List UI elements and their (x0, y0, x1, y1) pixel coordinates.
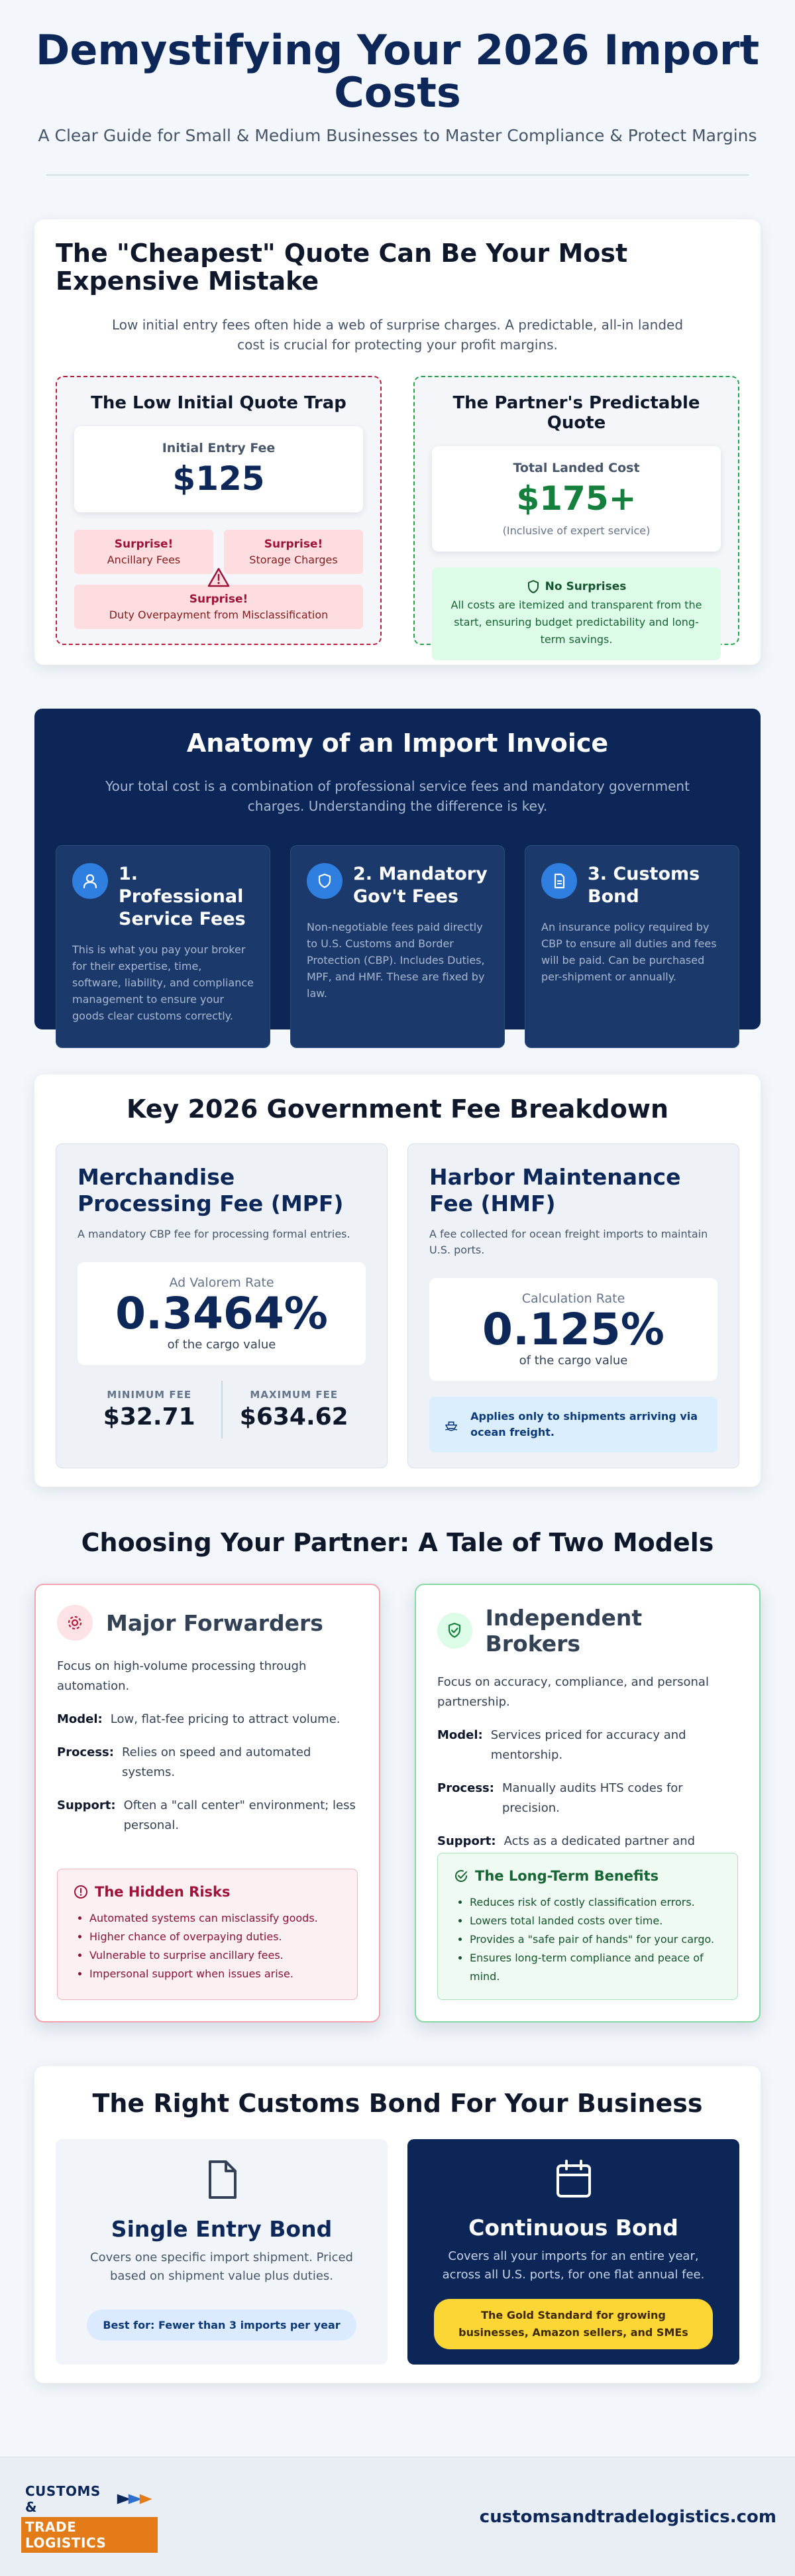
card-focus: Focus on high-volume processing through automation. (57, 1659, 307, 1693)
landed-cost-box (432, 446, 721, 552)
hidden-risks-list (74, 1909, 341, 1983)
long-term-benefits-box (437, 1853, 738, 2000)
low-quote-trap-panel (56, 376, 382, 645)
hmf-card (407, 1143, 739, 1468)
government-fee-section (34, 1075, 761, 1487)
logo-top-label: CUSTOMS & (25, 2483, 101, 2515)
mpf-title: Merchandise Processing Fee (MPF) (78, 1164, 344, 1216)
bond-title: Single Entry Bond (111, 2216, 333, 2242)
long-term-benefits-list (454, 1893, 721, 1986)
mpf-min-max (78, 1381, 366, 1438)
process-row (57, 1743, 358, 1783)
page-footer (0, 2457, 795, 2576)
row-key: Process: (57, 1745, 114, 1759)
low-quote-heading: The Low Initial Quote Trap (91, 393, 346, 413)
no-surprises-title (447, 579, 706, 594)
hmf-rate-box (429, 1278, 717, 1381)
ocean-freight-note (429, 1397, 717, 1452)
card-text: An insurance policy required by CBP to ensure all duties and fees will be paid. Can be purchased per-shipment or annually. (541, 921, 717, 983)
surprise-title: Surprise! (264, 538, 323, 551)
partner-models-section (34, 1528, 761, 2022)
rate-label: Calculation Rate (521, 1291, 625, 1306)
fee-cards (56, 1143, 739, 1468)
page-header (0, 0, 795, 176)
maximum-fee-label: MAXIMUM FEE (250, 1389, 339, 1401)
mpf-card (56, 1143, 388, 1468)
file-icon (205, 2159, 239, 2200)
shield-check-icon (437, 1613, 472, 1649)
card-title: 1. Professional Service Fees (119, 864, 246, 929)
landed-cost-note: (Inclusive of expert service) (502, 524, 651, 537)
mpf-rate-box (78, 1262, 366, 1365)
rate-note: of the cargo value (519, 1354, 628, 1368)
section-intro: Low initial entry fees often hide a web of surprise charges. A predictable, all-in landed cost is crucial for protecting your profit margins. (111, 317, 684, 353)
no-surprises-label: No Surprises (545, 580, 627, 593)
row-value: Manually audits HTS codes for precision. (502, 1781, 683, 1815)
surprise-duty-overpayment (74, 585, 363, 629)
logo-arrows-icon (115, 2491, 154, 2507)
surprise-storage-charges (224, 530, 363, 574)
invoice-anatomy-section (34, 709, 761, 1029)
card-header (72, 863, 254, 931)
logo-bottom-text: TRADE LOGISTICS (21, 2517, 158, 2553)
section-title: Choosing Your Partner: A Tale of Two Models (81, 1528, 714, 1557)
rate-note: of the cargo value (167, 1338, 276, 1352)
card-header (541, 863, 723, 908)
surprise-ancillary-fees (74, 530, 213, 574)
list-item: • Higher chance of overpaying duties. (89, 1928, 341, 1946)
rate-value: 0.125% (482, 1304, 664, 1355)
card-header (437, 1605, 738, 1657)
professional-fees-card (56, 845, 270, 1048)
list-item: • Lowers total landed costs over time. (470, 1912, 721, 1930)
page-title: Demystifying Your 2026 Import Costs (35, 26, 760, 117)
surprise-title: Surprise! (114, 538, 174, 551)
section-title: The Right Customs Bond For Your Business (92, 2089, 703, 2118)
bond-description: Covers one specific import shipment. Priced based on shipment value plus duties. (90, 2251, 353, 2283)
long-term-benefits-title (454, 1868, 721, 1884)
website-link[interactable]: customsandtradelogistics.com (479, 2506, 776, 2527)
logo-top-text (21, 2481, 158, 2517)
customs-bond-section (34, 2066, 761, 2383)
minimum-fee-value: $32.71 (103, 1403, 195, 1431)
section-intro: Your total cost is a combination of professional service fees and mandatory government charges. Understanding the difference is key. (105, 778, 690, 814)
surprise-text: Duty Overpayment from Misclassification (109, 609, 329, 621)
landed-cost-value: $175+ (516, 479, 637, 518)
hidden-risks-box (57, 1869, 358, 2000)
ship-icon (444, 1416, 458, 1433)
header-divider (46, 174, 749, 176)
card-text: Non-negotiable fees paid directly to U.S. Customs and Border Protection (CBP). Includes Duties, MPF, and HMF. These are fixed by law. (307, 921, 485, 1000)
support-row (57, 1796, 358, 1836)
card-header (307, 863, 488, 908)
list-item: • Automated systems can misclassify goods. (89, 1909, 341, 1928)
model-row (437, 1726, 738, 1765)
partner-quote-panel (413, 376, 739, 645)
shield-icon (527, 579, 540, 594)
section-title: The "Cheapest" Quote Can Be Your Most Expensive Mistake (56, 239, 628, 296)
shield-icon (307, 863, 343, 899)
row-value: Relies on speed and automated systems. (121, 1745, 311, 1779)
section-title: Key 2026 Government Fee Breakdown (126, 1094, 669, 1124)
card-title: 3. Customs Bond (588, 864, 700, 907)
hidden-risks-label: The Hidden Risks (95, 1884, 231, 1900)
surprise-text: Storage Charges (249, 554, 338, 566)
rate-label: Ad Valorem Rate (169, 1275, 274, 1290)
no-surprises-box (432, 567, 721, 660)
hidden-risks-title (74, 1884, 341, 1900)
check-circle-icon (454, 1869, 468, 1883)
warning-triangle-icon (207, 567, 231, 588)
best-for-badge: Best for: Fewer than 3 imports per year (87, 2310, 356, 2341)
row-key: Support: (437, 1834, 496, 1848)
gear-icon (57, 1605, 93, 1641)
card-focus: Focus on accuracy, compliance, and personal partnership. (437, 1675, 709, 1709)
row-key: Process: (437, 1781, 494, 1795)
card-title: 2. Mandatory Gov't Fees (353, 864, 488, 907)
rate-value: 0.3464% (115, 1288, 328, 1339)
initial-fee-box (74, 426, 363, 512)
card-title: Major Forwarders (106, 1610, 323, 1636)
no-surprises-text: All costs are itemized and transparent from the start, ensuring budget predictability and long-term savings. (450, 599, 702, 646)
landed-cost-label: Total Landed Cost (513, 461, 640, 475)
card-text: This is what you pay your broker for their expertise, time, software, liability, and compliance management to ensure your goods clear customs correctly. (72, 943, 254, 1022)
single-entry-bond-card (56, 2139, 388, 2365)
maximum-fee-value: $634.62 (239, 1403, 348, 1431)
gold-standard-badge: The Gold Standard for growing businesses, Amazon sellers, and SMEs (434, 2299, 713, 2349)
initial-fee-label: Initial Entry Fee (162, 441, 276, 455)
list-item: • Provides a "safe pair of hands" for your cargo. (470, 1930, 721, 1949)
row-value: Services priced for accuracy and mentorship. (490, 1728, 686, 1762)
section-title: Anatomy of an Import Invoice (186, 729, 609, 758)
list-item: • Vulnerable to surprise ancillary fees. (89, 1946, 341, 1965)
long-term-benefits-label: The Long-Term Benefits (475, 1868, 659, 1884)
alert-circle-icon (74, 1885, 88, 1899)
row-value: Often a "call center" environment; less personal. (123, 1798, 356, 1832)
row-key: Model: (437, 1728, 483, 1742)
company-logo[interactable] (21, 2481, 158, 2553)
list-item: • Ensures long-term compliance and peace of mind. (470, 1949, 721, 1986)
calendar-icon (555, 2159, 593, 2199)
row-value: Acts as a dedicated partner and (504, 1834, 696, 1848)
minimum-fee-label: MINIMUM FEE (107, 1389, 192, 1401)
model-row (57, 1710, 358, 1729)
partner-quote-heading: The Partner's Predictable Quote (452, 393, 700, 433)
row-key: Support: (57, 1798, 116, 1812)
initial-fee-value: $125 (172, 459, 265, 498)
bond-description: Covers all your imports for an entire year, across all U.S. ports, for one flat annual fee. (442, 2249, 705, 2282)
surprise-text: Ancillary Fees (107, 554, 181, 566)
card-title: Independent Brokers (485, 1605, 643, 1657)
partner-cards (34, 1584, 761, 2022)
list-item: • Reduces risk of costly classification errors. (470, 1893, 721, 1912)
ocean-freight-text: Applies only to shipments arriving via ocean freight. (470, 1410, 698, 1438)
bond-cards (56, 2139, 739, 2365)
row-value: Low, flat-fee pricing to attract volume. (110, 1712, 341, 1726)
independent-brokers-card (415, 1584, 761, 2022)
list-item: • Impersonal support when issues arise. (89, 1965, 341, 1983)
customs-bond-card (525, 845, 739, 1048)
anatomy-cards (56, 845, 739, 1048)
user-icon (72, 863, 108, 899)
surprise-title: Surprise! (189, 593, 248, 606)
major-forwarders-card (34, 1584, 380, 2022)
government-fees-card (290, 845, 505, 1048)
cheapest-quote-section (34, 219, 761, 665)
maximum-fee (221, 1381, 366, 1438)
minimum-fee (78, 1381, 221, 1438)
process-row (437, 1779, 738, 1818)
continuous-bond-card (407, 2139, 739, 2365)
row-key: Model: (57, 1712, 103, 1726)
quote-comparison (56, 376, 739, 645)
card-header (57, 1605, 358, 1641)
mpf-description: A mandatory CBP fee for processing formal entries. (78, 1228, 350, 1240)
page-subtitle: A Clear Guide for Small & Medium Businesses to Master Compliance & Protect Margins (38, 126, 757, 145)
document-icon (541, 863, 577, 899)
bond-title: Continuous Bond (468, 2215, 678, 2241)
hmf-title: Harbor Maintenance Fee (HMF) (429, 1164, 681, 1216)
hmf-description: A fee collected for ocean freight imports to maintain U.S. ports. (429, 1228, 708, 1256)
